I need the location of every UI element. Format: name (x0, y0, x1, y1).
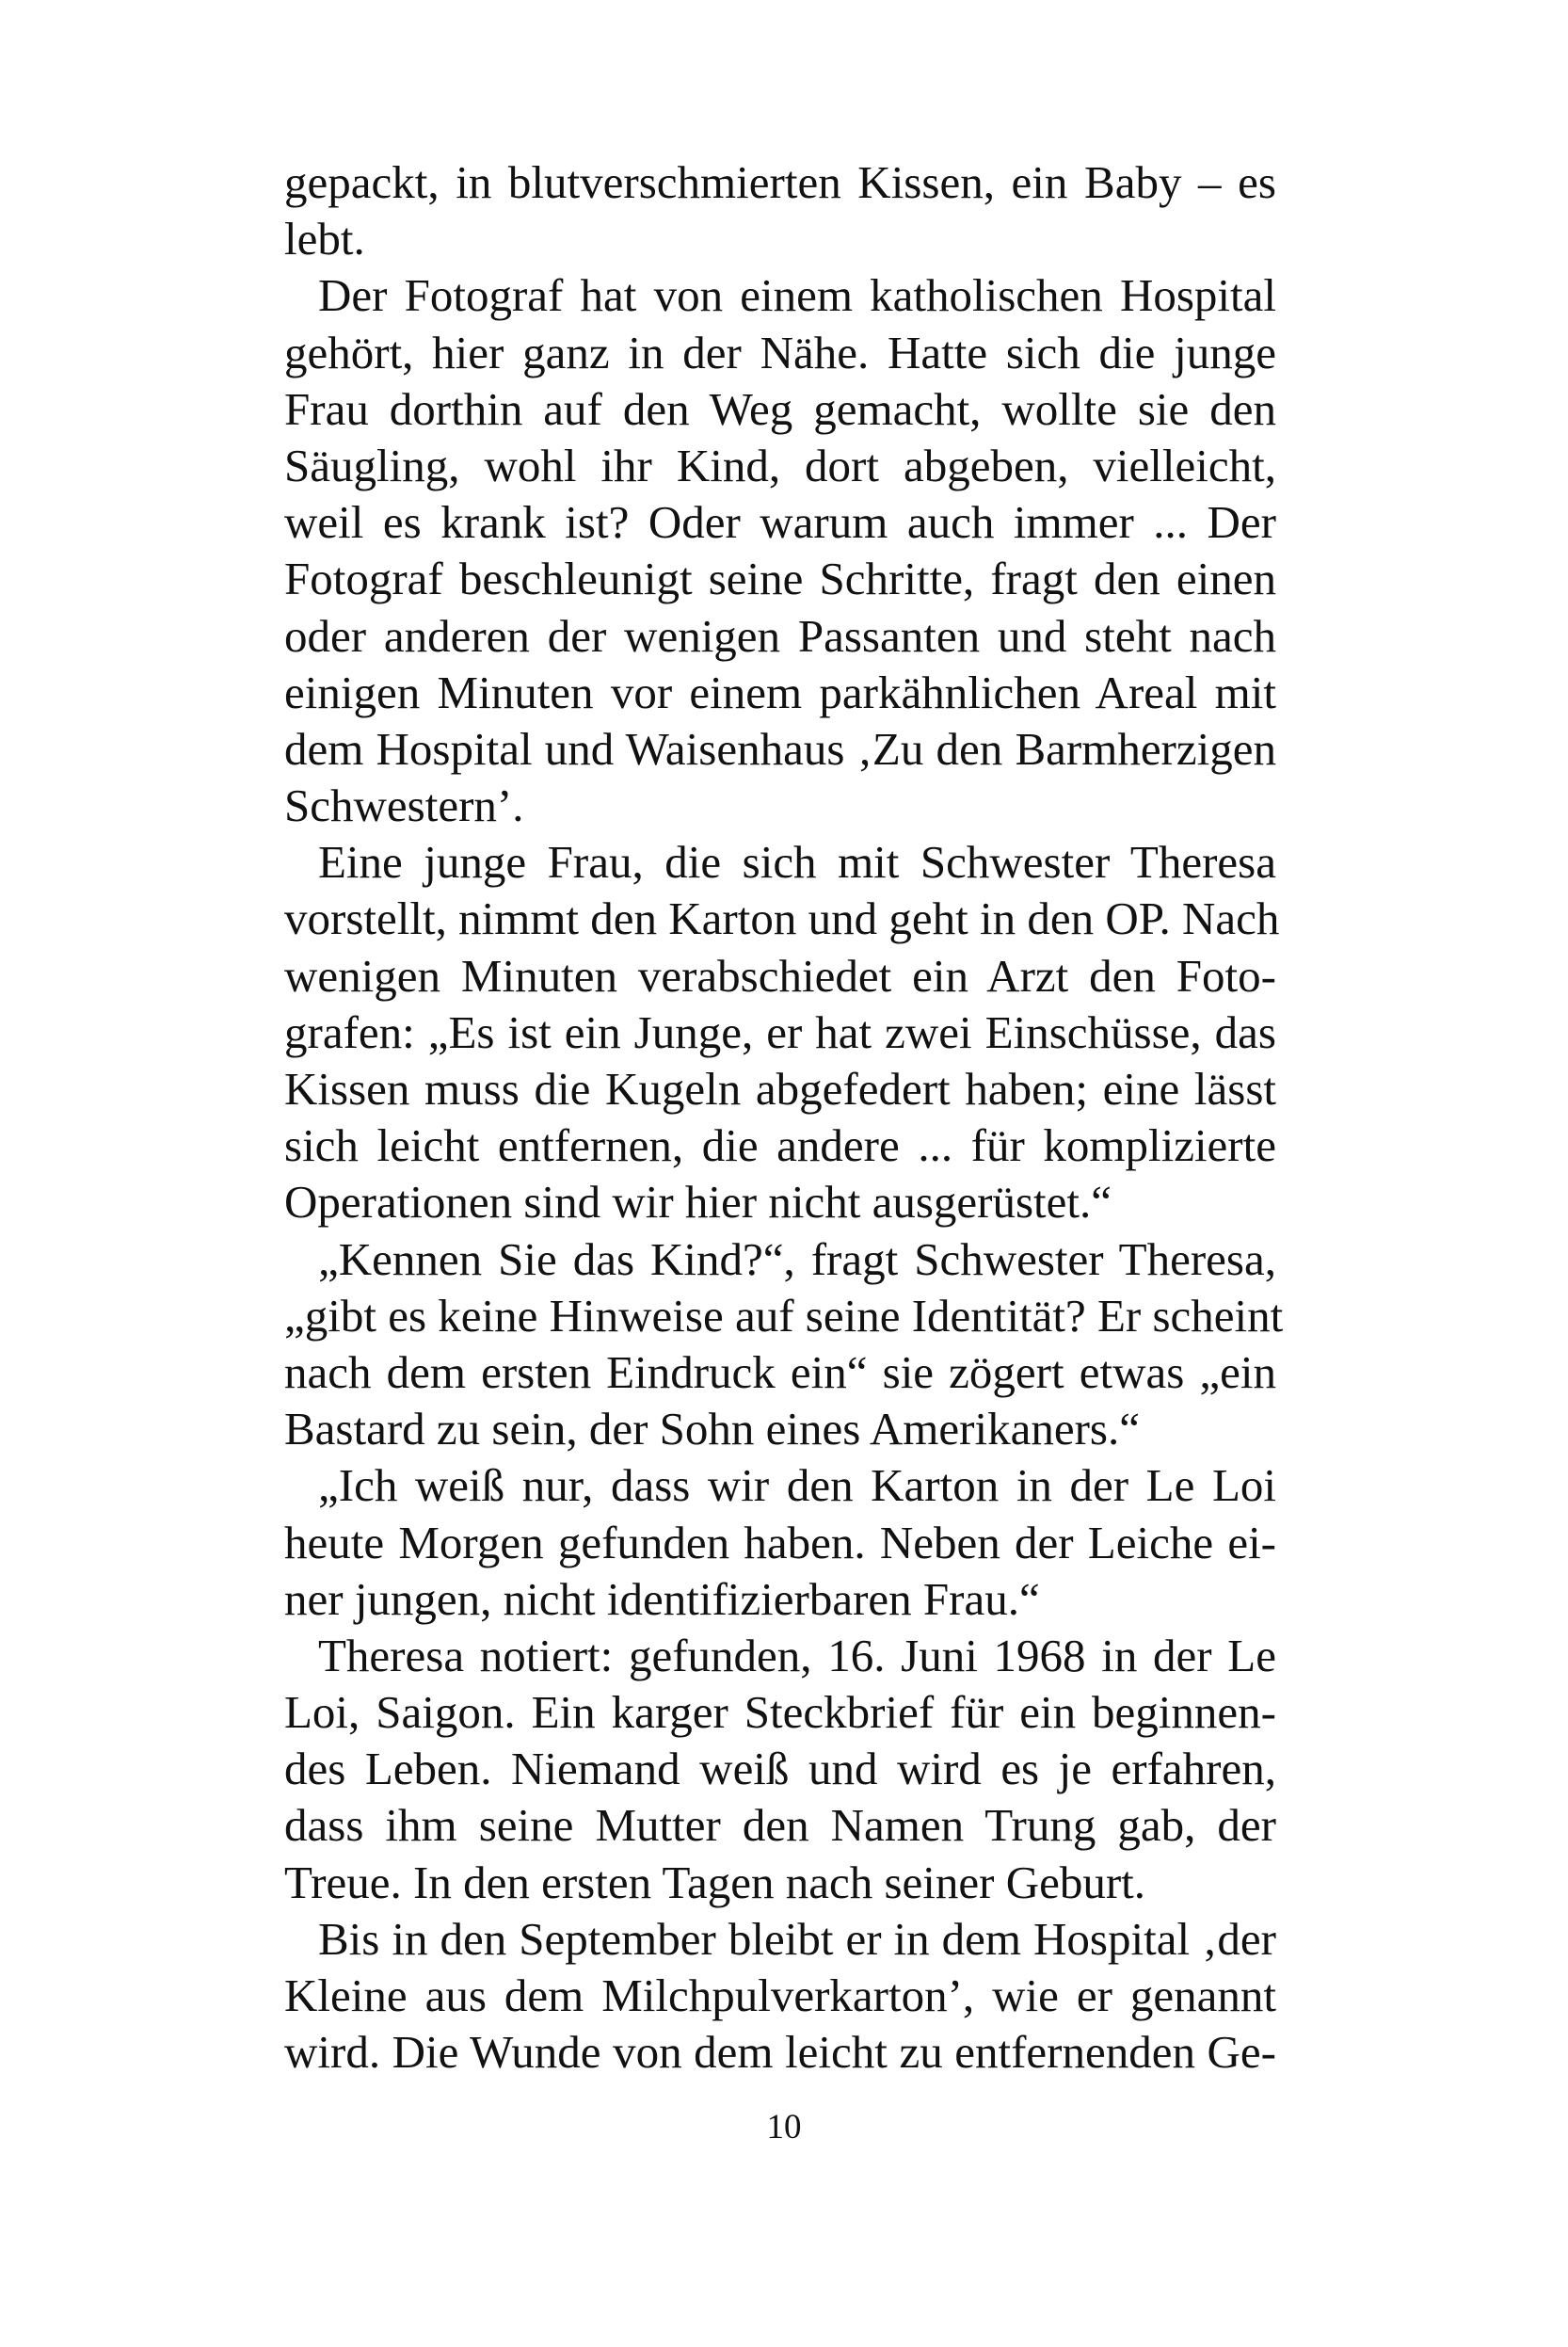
text-line: Kleine aus dem Milchpulverkarton’, wie er genannt (284, 1969, 1276, 2021)
text-line: „Kennen Sie das Kind?“, fragt Schwester Theresa, (318, 1232, 1276, 1285)
text-line: weil es krank ist? Oder warum auch immer ... Der (284, 496, 1276, 549)
text-line: gepackt, in blutverschmierten Kissen, ein Baby – es (284, 156, 1276, 208)
text-line: einigen Minuten vor einem parkähnlichen Areal mit (284, 666, 1276, 718)
text-line: grafen: „Es ist ein Junge, er hat zwei Einschüsse, das (284, 1005, 1276, 1058)
text-line: Operationen sind wir hier nicht ausgerüstet.“ (284, 1176, 1112, 1229)
text-line: lebt. (284, 213, 365, 265)
text-line: ner jungen, nicht identifizierbaren Frau.“ (284, 1572, 1040, 1625)
text-line: wird. Die Wunde von dem leicht zu entfernenden Ge- (284, 2026, 1276, 2079)
text-line: des Leben. Niemand weiß und wird es je erfahren, (284, 1743, 1276, 1795)
text-line: Bastard zu sein, der Sohn eines Amerikaners.“ (284, 1403, 1140, 1455)
text-line: Loi, Saigon. Ein karger Steckbrief für ein beginnen- (284, 1686, 1276, 1739)
text-line: gehört, hier ganz in der Nähe. Hatte sich die junge (284, 326, 1276, 378)
body-text (284, 154, 1284, 2081)
text-line: dass ihm seine Mutter den Namen Trung gab, der (284, 1799, 1276, 1852)
text-line: Kissen muss die Kugeln abgefedert haben; eine lässt (284, 1063, 1276, 1115)
text-line: Theresa notiert: gefunden, 16. Juni 1968 in der Le (318, 1629, 1276, 1681)
text-line: sich leicht entfernen, die andere ... für komplizierte (284, 1119, 1276, 1172)
text-line: Frau dorthin auf den Weg gemacht, wollte sie den (284, 382, 1276, 435)
text-line: Treue. In den ersten Tagen nach seiner Geburt. (284, 1856, 1146, 1908)
text-line: Der Fotograf hat von einem katholischen Hospital (318, 269, 1276, 322)
text-line: dem Hospital und Waisenhaus ‚Zu den Barmherzigen (284, 722, 1276, 775)
text-line: „Ich weiß nur, dass wir den Karton in der Le Loi (318, 1459, 1276, 1512)
text-line: Eine junge Frau, die sich mit Schwester Theresa (318, 836, 1276, 889)
text-line: „gibt es keine Hinweise auf seine Identität? Er scheint (284, 1289, 1284, 1342)
text-line: Säugling, wohl ihr Kind, dort abgeben, vielleicht, (284, 439, 1276, 491)
text-line: wenigen Minuten verabschiedet ein Arzt den Foto- (284, 949, 1276, 1002)
text-line: oder anderen der wenigen Passanten und steht nach (284, 609, 1276, 662)
text-line: nach dem ersten Eindruck ein“ sie zögert etwas „ein (284, 1345, 1276, 1398)
page-number: 10 (766, 2108, 802, 2146)
text-line: Bis in den September bleibt er in dem Hospital ‚der (318, 1912, 1276, 1965)
text-line: Schwestern’. (284, 780, 524, 832)
text-line: Fotograf beschleunigt seine Schritte, fragt den einen (284, 553, 1276, 605)
text-line: heute Morgen gefunden haben. Neben der Leiche ei- (284, 1516, 1276, 1568)
text-line: vorstellt, nimmt den Karton und geht in den OP. Nach (284, 892, 1280, 945)
